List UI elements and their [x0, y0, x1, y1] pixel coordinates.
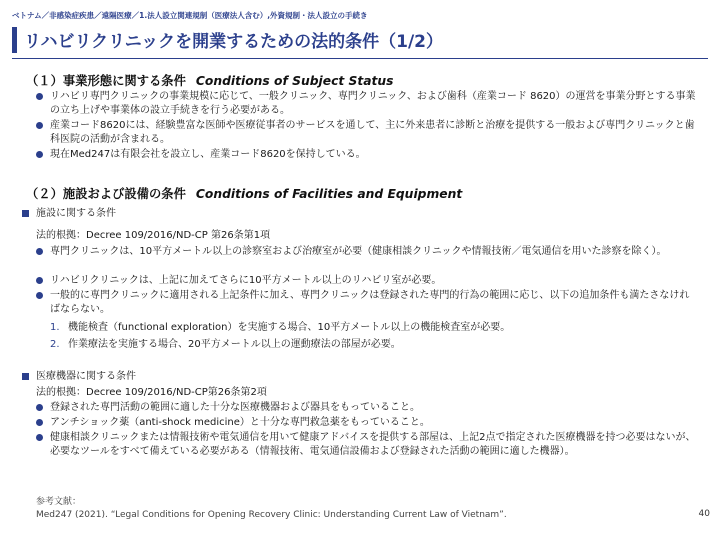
bullet-dot-icon — [36, 404, 43, 411]
item-text: 作業療法を実施する場合、20平方メートル以上の運動療法の部屋が必要。 — [68, 339, 401, 350]
section1-heading-en: Conditions of Subject Status — [195, 74, 394, 88]
breadcrumb: ベトナム／非感染症疾患／遠隔医療／1.法人設立関連規制（医療法人含む）,外資規制・法人設立の手続き — [12, 11, 368, 20]
section2-heading — [26, 184, 462, 202]
title-accent-bar — [12, 27, 17, 53]
bullet-dot-icon — [36, 151, 43, 158]
equipment-label: 医療機器に関する条件 — [36, 371, 136, 382]
equipment-bullet-3 — [36, 431, 696, 458]
bullet-dot-icon — [36, 122, 43, 129]
bullet-text: 登録された専門活動の範囲に適した十分な医療機器および器具をもっていること。 — [50, 402, 420, 413]
title-divider — [12, 58, 708, 59]
section1-bullet-2 — [36, 119, 696, 146]
bullet-dot-icon — [36, 419, 43, 426]
equipment-bullet-1 — [36, 401, 696, 415]
section1-bullet-3 — [36, 148, 696, 162]
bullet-text: リハビリ専門クリニックの事業規模に応じて、一般クリニック、専門クリニック、および歯科（産業コード 8620）の運営を事業分野とする事業の立ち上げや事業体の設立手続きを行う必要がある。 — [50, 91, 696, 116]
section1-heading-jp: （１）事業形態に関する条件 — [26, 74, 186, 88]
square-bullet-icon — [22, 373, 29, 380]
facility-bullet-1 — [36, 245, 696, 259]
facility-label: 施設に関する条件 — [36, 208, 116, 219]
section2-heading-en: Conditions of Facilities and Equipment — [195, 187, 463, 201]
bullet-text: 健康相談クリニックまたは情報技術や電気通信を用いて健康アドバイスを提供する部屋は、上記2点で指定された医療機器を持つ必要はないが、必要なツールをすべて備えている必要がある（情報技術、電気通信設備および登録された活動の範囲に適した機器）。 — [50, 432, 696, 457]
bullet-text: 一般的に専門クリニックに適用される上記条件に加え、専門クリニックは登録された専門的行為の範囲に応じ、以下の追加条件も満たさなければならない。 — [50, 290, 690, 315]
facility-subheading — [22, 207, 116, 221]
equipment-legal-basis: 法的根拠：Decree 109/2016/ND-CP第26条第2項 — [36, 387, 267, 398]
bullet-text: 産業コード8620には、経験豊富な医師や医療従事者のサービスを通して、主に外来患者に診断と治療を提供する一般および専門クリニックと歯科医院の活動が含まれる。 — [50, 120, 695, 145]
item-text: 機能検査（functional exploration）を実施する場合、10平方メートル以上の機能検査室が必要。 — [68, 322, 511, 333]
bullet-dot-icon — [36, 277, 43, 284]
facility-numbered-item-1 — [50, 321, 510, 335]
facility-numbered-item-2 — [50, 338, 401, 352]
item-number: 1. — [50, 322, 60, 333]
bullet-text: 専門クリニックは、10平方メートル以上の診察室および治療室が必要（健康相談クリニックや情報技術／電気通信を用いた診察を除く）。 — [50, 246, 667, 257]
bullet-dot-icon — [36, 248, 43, 255]
bullet-dot-icon — [36, 292, 43, 299]
reference-text: Med247 (2021). “Legal Conditions for Opening Recovery Clinic: Understanding Current Law of Vietnam”. — [36, 510, 507, 520]
equipment-bullet-2 — [36, 416, 696, 430]
bullet-text: 現在Med247は有限会社を設立し、産業コード8620を保持している。 — [50, 149, 366, 160]
section1-bullet-1 — [36, 90, 696, 117]
bullet-text: アンチショック薬（anti-shock medicine）と十分な専門救急薬をもっていること。 — [50, 417, 430, 428]
item-number: 2. — [50, 339, 60, 350]
reference-label: 参考文献： — [36, 497, 82, 507]
page-number: 40 — [698, 509, 710, 519]
bullet-dot-icon — [36, 93, 43, 100]
section2-heading-jp: （２）施設および設備の条件 — [26, 187, 186, 201]
bullet-text: リハビリクリニックは、上記に加えてさらに10平方メートル以上のリハビリ室が必要。 — [50, 275, 442, 286]
square-bullet-icon — [22, 210, 29, 217]
facility-bullet-2 — [36, 274, 696, 288]
facility-legal-basis: 法的根拠：Decree 109/2016/ND-CP 第26条第1項 — [36, 230, 271, 241]
page-title: リハビリクリニックを開業するための法的条件（1/2） — [24, 32, 443, 52]
bullet-dot-icon — [36, 434, 43, 441]
section1-heading — [26, 71, 394, 89]
facility-bullet-3 — [36, 289, 696, 316]
equipment-subheading — [22, 370, 136, 384]
